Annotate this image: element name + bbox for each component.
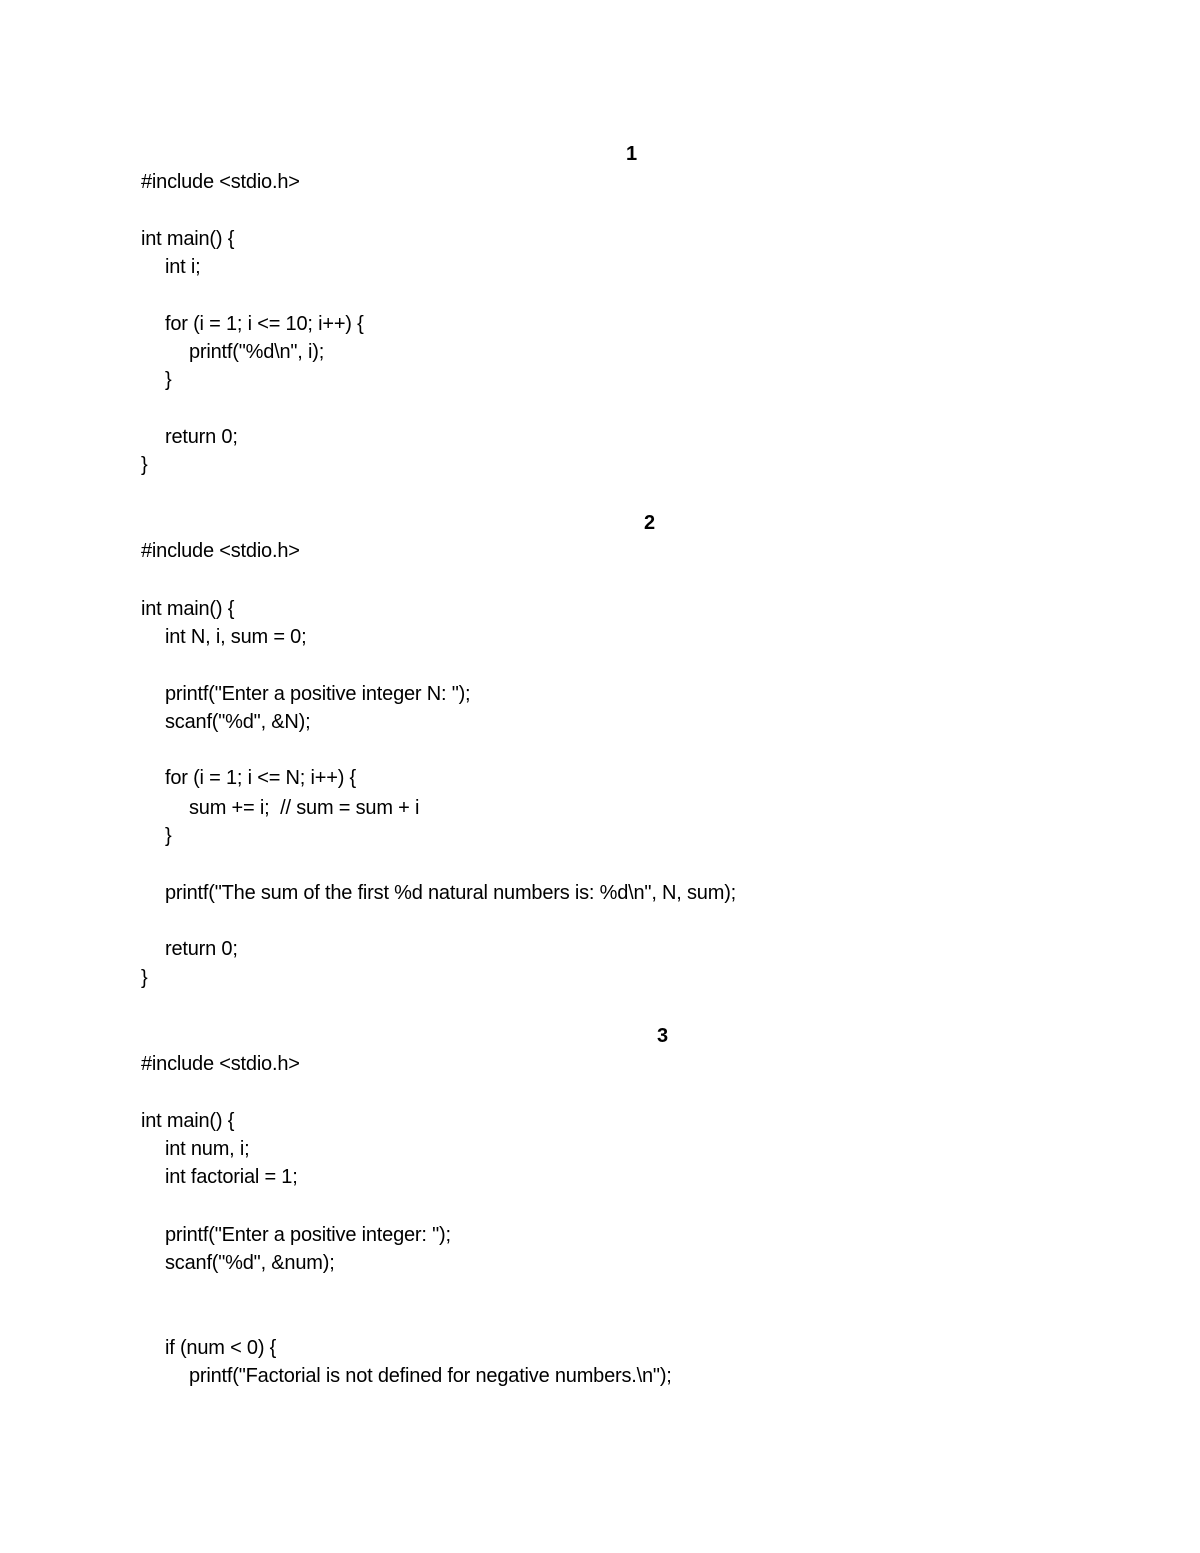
code-line: return 0; — [165, 426, 238, 448]
code-line: int i; — [165, 256, 201, 278]
code-line: int num, i; — [165, 1138, 250, 1160]
code-line: scanf("%d", &N); — [165, 711, 311, 733]
code-line: printf("Enter a positive integer N: "); — [165, 683, 471, 705]
section-number: 1 — [626, 143, 638, 165]
code-line: printf("Factorial is not defined for negative numbers.\n"); — [189, 1365, 672, 1387]
code-line: printf("Enter a positive integer: "); — [165, 1224, 451, 1246]
code-line: #include <stdio.h> — [141, 1053, 300, 1075]
code-line: } — [141, 967, 148, 989]
code-line: } — [141, 454, 148, 476]
section-number: 2 — [644, 512, 656, 534]
section-number: 3 — [657, 1025, 669, 1047]
code-line: int main() { — [141, 598, 235, 620]
code-line: scanf("%d", &num); — [165, 1252, 335, 1274]
code-line: } — [165, 825, 172, 847]
code-line: int N, i, sum = 0; — [165, 626, 307, 648]
code-line: if (num < 0) { — [165, 1337, 277, 1359]
code-line: printf("%d\n", i); — [189, 341, 325, 363]
code-line: #include <stdio.h> — [141, 171, 300, 193]
code-line: int factorial = 1; — [165, 1166, 298, 1188]
code-line: sum += i; // sum = sum + i — [189, 797, 420, 819]
code-line: } — [165, 369, 172, 391]
code-line: for (i = 1; i <= N; i++) { — [165, 767, 357, 789]
code-line: int main() { — [141, 228, 235, 250]
code-line: int main() { — [141, 1110, 235, 1132]
code-line: printf("The sum of the first %d natural numbers is: %d\n", N, sum); — [165, 882, 737, 904]
code-line: for (i = 1; i <= 10; i++) { — [165, 313, 364, 335]
code-line: return 0; — [165, 938, 238, 960]
code-line: #include <stdio.h> — [141, 540, 300, 562]
